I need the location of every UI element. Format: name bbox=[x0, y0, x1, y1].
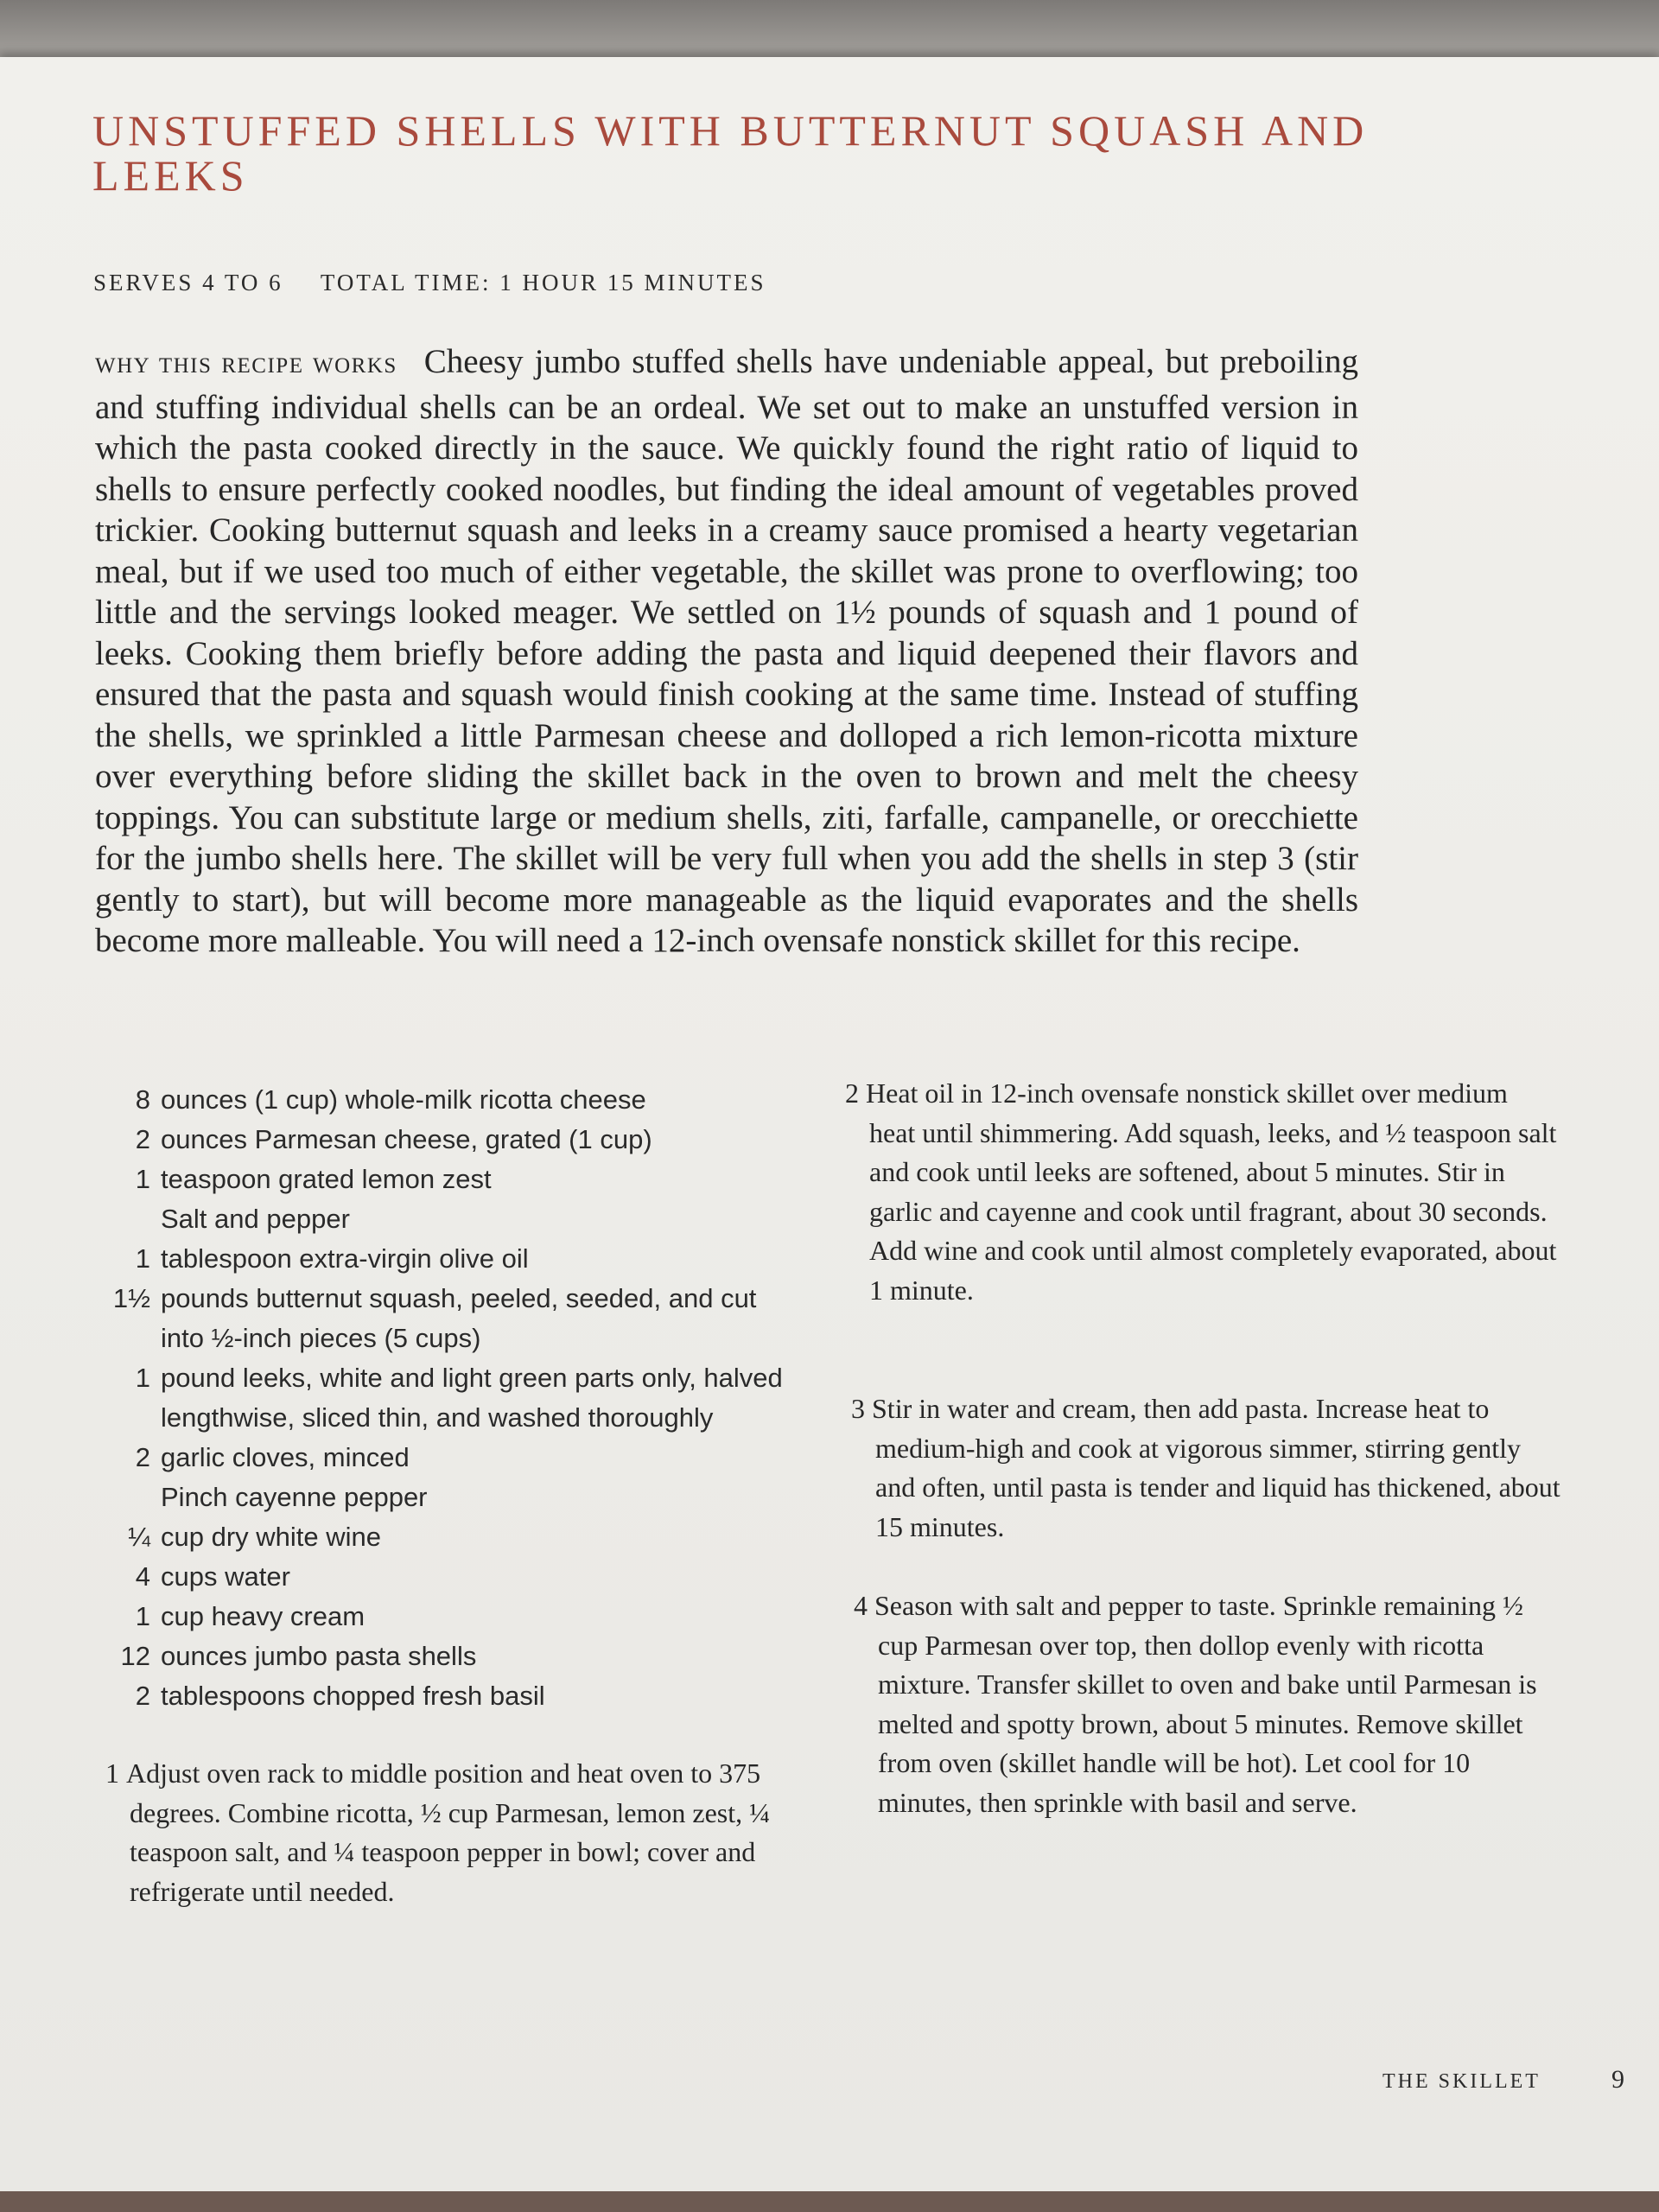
ingredient-text: teaspoon grated lemon zest bbox=[161, 1164, 492, 1194]
ingredient-qty: 1 bbox=[135, 1363, 150, 1393]
ingredient-text: cups water bbox=[161, 1561, 290, 1592]
ingredient-qty: 1 bbox=[135, 1164, 150, 1194]
ingredient-item bbox=[95, 1517, 804, 1557]
step-number: 2 bbox=[845, 1077, 859, 1109]
ingredient-qty: 1 bbox=[135, 1601, 150, 1631]
ingredient-text: ounces Parmesan cheese, grated (1 cup) bbox=[161, 1124, 652, 1154]
ingredient-item bbox=[95, 1080, 804, 1120]
ingredient-text: cup heavy cream bbox=[161, 1601, 365, 1631]
ingredient-qty: 2 bbox=[135, 1681, 150, 1711]
ingredient-text: garlic cloves, minced bbox=[161, 1442, 410, 1472]
ingredient-item bbox=[95, 1637, 804, 1676]
servings: SERVES 4 TO 6 bbox=[93, 270, 283, 296]
ingredient-qty: 2 bbox=[135, 1442, 150, 1472]
total-time: TOTAL TIME: 1 HOUR 15 MINUTES bbox=[320, 270, 766, 296]
ingredient-text: Pinch cayenne pepper bbox=[161, 1482, 428, 1512]
recipe-meta bbox=[93, 270, 1303, 296]
step-number: 4 bbox=[854, 1590, 868, 1621]
ingredient-qty: 2 bbox=[135, 1124, 150, 1154]
step-text: Stir in water and cream, then add pasta. Increase heat to medium-high and cook at vigorous simmer, stirring gently and often, until pasta is tender and liquid has thickened, about 15 minutes. bbox=[872, 1393, 1560, 1542]
ingredient-qty: 8 bbox=[135, 1084, 150, 1115]
step-2 bbox=[845, 1074, 1560, 1310]
step-text: Heat oil in 12-inch ovensafe nonstick skillet over medium heat until shimmering. Add squash, leeks, and ½ teaspoon salt and cook until leeks are softened, about 5 minutes. Stir in garlic and cayenne and cook until fragrant, about 30 seconds. Add wine and cook until almost completely evaporated, about 1 minute. bbox=[866, 1077, 1557, 1306]
ingredient-item bbox=[95, 1120, 804, 1160]
ingredient-item bbox=[95, 1438, 804, 1478]
ingredient-item bbox=[95, 1160, 804, 1199]
step-number: 1 bbox=[105, 1758, 119, 1789]
step-4 bbox=[854, 1586, 1569, 1822]
ingredient-text: pound leeks, white and light green parts only, halved lengthwise, sliced thin, and washed thoroughly bbox=[161, 1363, 783, 1433]
section-name: THE SKILLET bbox=[1382, 2070, 1541, 2093]
ingredient-qty: 12 bbox=[120, 1641, 150, 1671]
page-number: 9 bbox=[1611, 2065, 1624, 2094]
ingredient-item bbox=[95, 1199, 804, 1239]
ingredient-qty: 1½ bbox=[112, 1283, 150, 1313]
intro-text: Cheesy jumbo stuffed shells have undeniable appeal, but preboiling and stuffing individual shells can be an ordeal. We set out to make an unstuffed version in which the pasta cooked directly in the sauce. We quickly found the right ratio of liquid to shells to ensure perfectly cooked noodles, but finding the ideal amount of vegetables proved trickier. Cooking butternut squash and leeks in a creamy sauce promised a hearty vegetarian meal, but if we used too much of either vegetable, the skillet was prone to overflowing; too little and the servings looked meager. We settled on 1½ pounds of squash and 1 pound of leeks. Cooking them briefly before adding the pasta and liquid deepened their flavors and ensured that the pasta and squash would finish cooking at the same time. Instead of stuffing the shells, we sprinkled a little Parmesan cheese and dolloped a rich lemon-ricotta mixture over everything before sliding the skillet back in the oven to brown and melt the cheesy toppings. You can substitute large or medium shells, ziti, farfalle, campanelle, or orecchiette for the jumbo shells here. The skillet will be very full when you add the shells in step 3 (stir gently to start), but will become more manageable as the liquid evaporates and the shells become more malleable. You will need a 12-inch ovensafe nonstick skillet for this recipe. bbox=[95, 343, 1358, 959]
step-1 bbox=[105, 1754, 830, 1911]
ingredient-item bbox=[95, 1279, 804, 1358]
step-3 bbox=[851, 1389, 1567, 1547]
ingredient-qty bbox=[95, 1478, 161, 1517]
ingredient-item bbox=[95, 1557, 804, 1597]
ingredient-item bbox=[95, 1597, 804, 1637]
ingredient-qty: 1 bbox=[135, 1243, 150, 1274]
step-text: Adjust oven rack to middle position and heat oven to 375 degrees. Combine ricotta, ½ cup Parmesan, lemon zest, ¼ teaspoon salt, and ¼ teaspoon pepper in bowl; cover and refrigerate until needed. bbox=[126, 1758, 771, 1907]
ingredient-item bbox=[95, 1358, 804, 1438]
page-edge bbox=[0, 2191, 1659, 2212]
ingredient-item bbox=[95, 1239, 804, 1279]
ingredient-item bbox=[95, 1478, 804, 1517]
ingredient-text: tablespoons chopped fresh basil bbox=[161, 1681, 545, 1711]
ingredient-text: tablespoon extra-virgin olive oil bbox=[161, 1243, 529, 1274]
ingredient-text: cup dry white wine bbox=[161, 1522, 382, 1552]
ingredient-text: ounces jumbo pasta shells bbox=[161, 1641, 477, 1671]
ingredient-text: Salt and pepper bbox=[161, 1204, 350, 1234]
recipe-intro bbox=[95, 341, 1358, 962]
recipe-title: UNSTUFFED SHELLS WITH BUTTERNUT SQUASH AND LEEKS bbox=[92, 106, 1369, 200]
ingredient-text: pounds butternut squash, peeled, seeded, and cut into ½-inch pieces (5 cups) bbox=[161, 1283, 757, 1353]
ingredient-qty bbox=[95, 1199, 161, 1239]
intro-label: WHY THIS RECIPE WORKS bbox=[95, 354, 397, 378]
page-footer bbox=[1382, 2065, 1624, 2094]
ingredient-text: ounces (1 cup) whole-milk ricotta cheese bbox=[161, 1084, 646, 1115]
ingredient-qty: 4 bbox=[135, 1561, 150, 1592]
step-number: 3 bbox=[851, 1393, 865, 1424]
ingredient-list bbox=[95, 1080, 804, 1716]
ingredient-item bbox=[95, 1676, 804, 1716]
ingredient-qty: ¼ bbox=[128, 1522, 150, 1552]
step-text: Season with salt and pepper to taste. Sprinkle remaining ½ cup Parmesan over top, then dollop evenly with ricotta mixture. Transfer skillet to oven and bake until Parmesan is melted and spotty brown, about 5 minutes. Remove skillet from oven (skillet handle will be hot). Let cool for 10 minutes, then sprinkle with basil and serve. bbox=[874, 1590, 1537, 1818]
